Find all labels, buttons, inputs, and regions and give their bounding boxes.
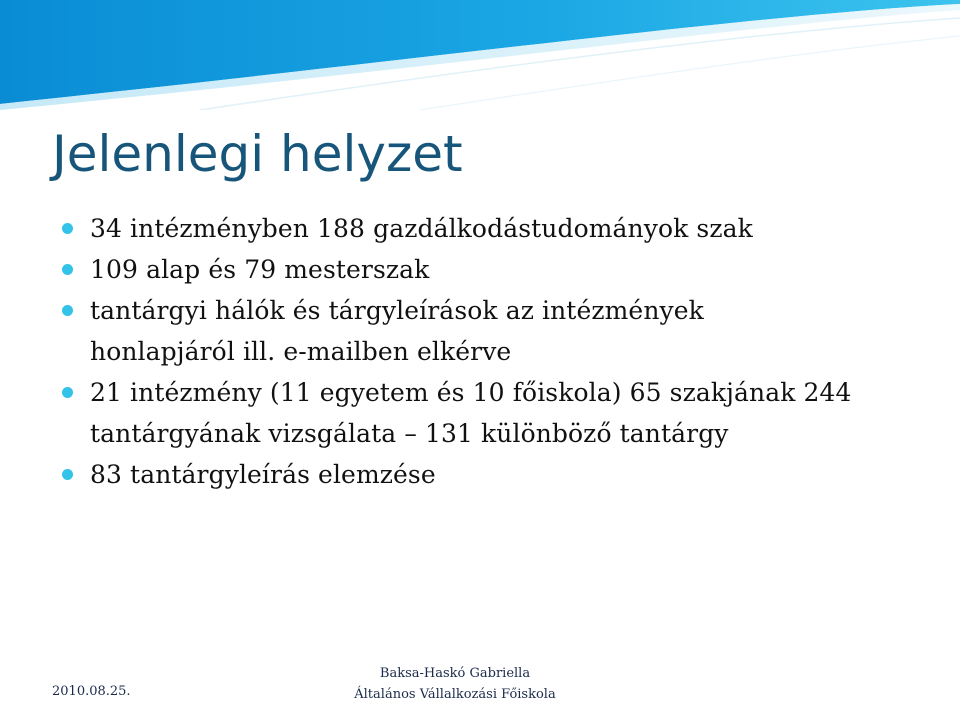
footer-author: Baksa-Haskó Gabriella (379, 666, 531, 681)
bullet-item (60, 208, 940, 249)
bullet-list (60, 208, 940, 495)
footer-date: 2010.08.25. (52, 684, 131, 699)
bullet-item (60, 290, 820, 372)
header-banner (0, 0, 960, 110)
bullet-item (60, 454, 940, 495)
footer-institution: Általános Vállalkozási Főiskola (354, 687, 556, 702)
bullet-dot-icon (62, 305, 73, 316)
bullet-dot-icon (62, 469, 73, 480)
bullet-dot-icon (62, 223, 73, 234)
bullet-dot-icon (62, 264, 73, 275)
bullet-item (60, 249, 940, 290)
bullet-dot-icon (62, 387, 73, 398)
bullet-text: 21 intézmény (11 egyetem és 10 főiskola) 65 szakjának 244 tantárgyának vizsgálata – 131 különböző tantárgy (90, 378, 852, 448)
bullet-text: 34 intézményben 188 gazdálkodástudományok szak (90, 214, 753, 243)
bullet-item (60, 372, 920, 454)
slide-title: Jelenlegi helyzet (52, 125, 463, 183)
footer-author-block (345, 663, 565, 705)
bullet-text: tantárgyi hálók és tárgyleírások az intézmények honlapjáról ill. e-mailben elkérve (90, 296, 704, 366)
bullet-text: 83 tantárgyleírás elemzése (90, 460, 436, 489)
bullet-text: 109 alap és 79 mesterszak (90, 255, 430, 284)
